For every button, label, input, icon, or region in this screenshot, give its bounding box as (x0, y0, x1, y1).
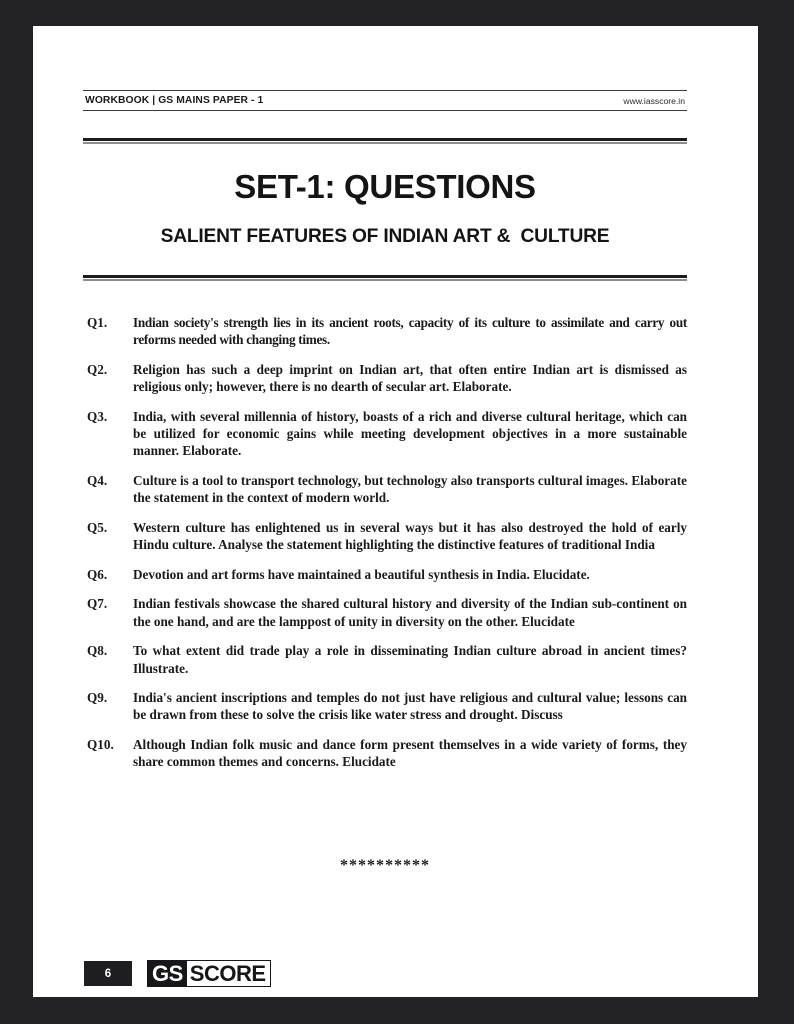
section-end-divider: ********** (340, 857, 430, 874)
header-title: WORKBOOK | GS MAINS PAPER - 1 (85, 95, 264, 106)
rule-thin-bar (83, 142, 687, 143)
question-item (87, 595, 687, 629)
question-text: Indian society's strength lies in its ancient roots, capacity of its culture to assimilate and carry out reforms needed with changing times. (133, 315, 687, 348)
question-item (87, 314, 687, 348)
question-number: Q3. (87, 408, 108, 424)
question-number: Q10. (87, 737, 114, 753)
question-number: Q9. (87, 690, 108, 706)
question-number: Q8. (87, 643, 108, 659)
page-content-area (83, 26, 687, 997)
question-text: Indian festivals showcase the shared cultural history and diversity of the Indian sub-continent on the one hand, and are the lamppost of unity in diversity on the other. Elucidate (133, 596, 687, 629)
document-page (33, 26, 758, 997)
header-website: www.iasscore.in (623, 95, 685, 106)
question-item (87, 519, 687, 553)
running-header (83, 90, 687, 111)
question-number: Q7. (87, 596, 108, 612)
question-text: To what extent did trade play a role in disseminating Indian culture abroad in ancient times? Illustrate. (133, 643, 687, 676)
page-number: 6 (84, 961, 132, 986)
question-text: India, with several millennia of history, boasts of a rich and diverse cultural heritage, which can be utilized for economic gains while meeting development objectives in a more sustainable manner. Elaborate. (133, 408, 687, 459)
question-number: Q2. (87, 361, 108, 377)
page-subtitle: SALIENT FEATURES OF INDIAN ART & CULTURE (160, 226, 610, 247)
question-text: Religion has such a deep imprint on Indian art, that often entire Indian art is dismissed as religious only; however, there is no dearth of secular art. Elaborate. (133, 361, 687, 395)
gsscore-logo (147, 960, 271, 987)
question-item (87, 472, 687, 506)
question-item (87, 689, 687, 723)
question-number: Q1. (87, 315, 108, 330)
rule-above-title (83, 138, 687, 144)
rule-thin-bar (83, 279, 687, 280)
question-text: Although Indian folk music and dance form present themselves in a wide variety of forms, they share common themes and concerns. Elucidate (133, 737, 687, 770)
rule-below-title (83, 275, 687, 281)
question-text: Western culture has enlightened us in several ways but it has also destroyed the hold of early Hindu culture. Analyse the statement highlighting the distinctive features of traditional India (133, 519, 687, 553)
question-number: Q4. (87, 472, 108, 488)
question-item (87, 361, 687, 395)
logo-score-block: SCORE (186, 961, 270, 986)
question-number: Q6. (87, 566, 108, 582)
question-item (87, 736, 687, 770)
question-text: India's ancient inscriptions and temples do not just have religious and cultural value; lessons can be drawn from these to solve the crisis like water stress and drought. Discuss (133, 690, 687, 723)
page-footer (84, 960, 271, 987)
question-number: Q5. (87, 519, 108, 535)
question-item (87, 642, 687, 676)
question-text: Devotion and art forms have maintained a beautiful synthesis in India. Elucidate. (133, 566, 590, 582)
logo-gs-block: GS (148, 961, 186, 986)
question-text: Culture is a tool to transport technology, but technology also transports cultural images. Elaborate the statement in the context of modern world. (133, 472, 687, 506)
page-title: SET-1: QUESTIONS (234, 168, 536, 205)
question-item (87, 408, 687, 460)
question-item (87, 566, 687, 583)
question-list (87, 314, 687, 783)
